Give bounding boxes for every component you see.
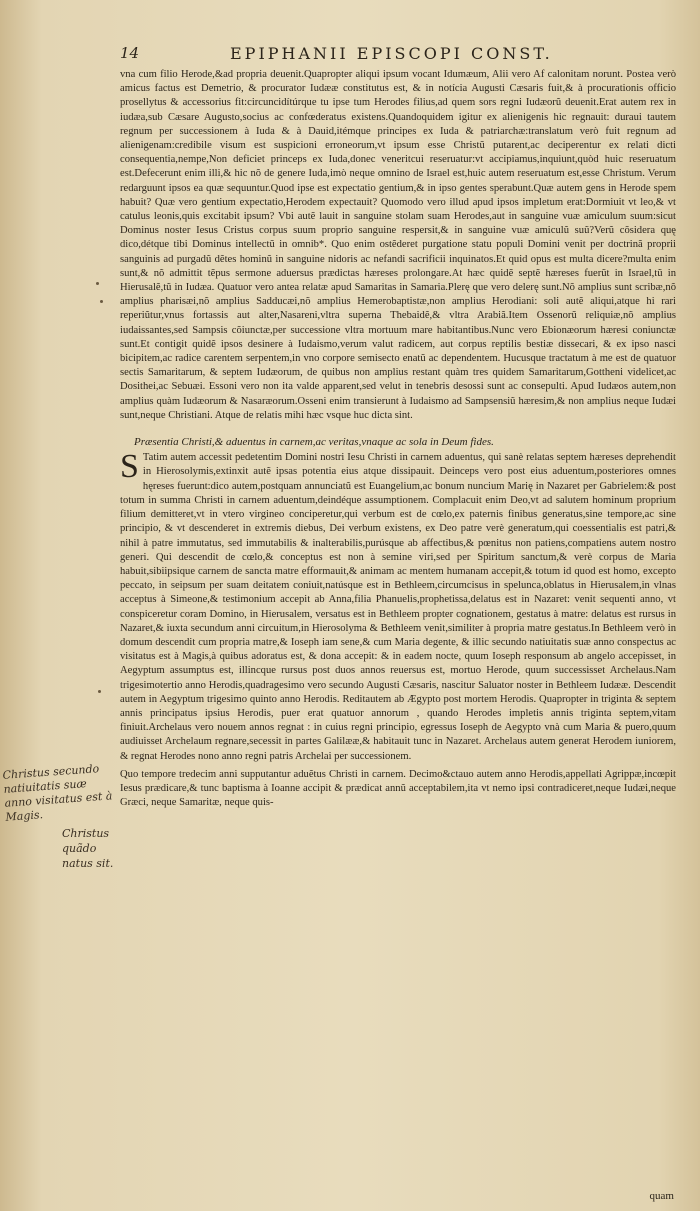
ink-mark: [98, 690, 101, 693]
catchword: quam: [649, 1190, 674, 1202]
paragraph-closing: Quo tempore tredecim anni supputantur aduẽtus Christi in carnem. Decimo&ctauo autem anno Herodis,appellati Agrippæ,incœpit Iesus prædicare,& tunc baptisma à Ioanne accipit & prædicat annũ acceptabilem,ita vt nemo ipsi contradiceret,neque Iudæi,neque Græci, neque Samaritæ, neque quis-: [120, 768, 676, 809]
page-number: 14: [120, 44, 140, 62]
paragraph-herod: vna cum filio Herode,&ad propria deuenit.Quapropter aliqui ipsum vocant Idumæum, Alii vero Af calonitam norunt. Postea verò amicus factus est Demetrio, & procurator Iudææ constitutus est, & in notícia Augusti Cæsaris fuit,& à procurationis officio prosellytus & accessorius fit:circuncidítúrque tu ipse tum Herodes filius,ad quem sors regni Iudæorũ deuenit.Erat autem rex in iudæa,sub Cæsare Augusto,socius ac confœderatus existens.Quandoquidem igitur ex alienigenis hic regnauit: duraui tautem regnum per successionem à Iuda & à Dauid,itémque principes ex Iuda & patriarchæ:translatum verò fuit regnum ad alienigenam:credibile visum est suspicioni erroneorum,vt ipsum esse Christũ putarent,ac deciperentur ex relati dicti consequentia,nempe,Non deficiet princeps ex Iuda,donec veneritcui reseruatur:vt accipiamus,inquiunt,quòd huic reseruatum est.Defecerunt enim illi,& hic nõ de genere Iuda,imò neque omnino de Israel est,huic autem reseruatum est,esse Christum. Verum redarguunt ipsos ea quæ sequuntur.Quod ipse est expectatio gentium,& in ipso gentes sperabunt.Quæ autem gens in Herode spem habuit? Quæ vero gentium expectatio,Herodem expectauit? Quomodo vero illud apud ipsos impletum erat:Dormiuit vt leo,& vt catulus leonis,quis excitabit ipsum? Vbi autẽ lauit in sanguine stolam suam Herodes,aut in sanguine vuæ amiculum suum:sicut Dominus noster Iesus Cristus corpus suum proprio sanguine respersit,& in sanguine vuæ amiculũ suũ?Verũ cõsidera quę dico,détque tibi Dominus intellectũ in omnib*. Quo enim ostẽderet purgatione statu populi Domini venit per doctrinã proprii sanguinis ad purgadũ dẽtes hominũ in sanguine nidoris ac nefandi sacrificii inquinatos.Et quid opus est multa dicere?multa enim sunt,& nõ admittit tẽpus sermone aduersus prædictas hæreses prolongare.At hæc quidẽ septẽ hæreses fuerũt in Israel,tũ in Hierusalẽ,tũ in Iudæa. Quatuor vero antea relatæ apud Samaritas in Samaria.Plerę que vero delerę sunt.Nõ amplius sunt scribæ,nõ amplius pharisæi,nõ amplius Sadducæi,nõ amplius Hemerobaptistæ,non amplius Herodiani: soli autẽ aliqui,atque hi rari reperiũtur,vnus fortassis aut alter,Nasareni,vltra superna Thebaidẽ,& vltra Arabiã.Item Ossenorũ reliquiæ,nõ amplius iudaissantes,sed Sampsis cõiunctæ,per successione vltra mortuum mare habitantibus.Nunc vero Ebionæorum hæresi coniunctæ sunt.Et contigit quidẽ ipsos desinere à Iudaismo,verum valut radicem, aut corpus reptilis bestiæ dissecari, & ex ipso nasci bicipitem,ac radice carentem serpentem,in vno corpore semisecto enatũ ac dependentem. Hucusque tractatum à me est de quatuor sectis Samaritarum, & septem Iudæorum, de quibus non amplius restant quàm tres quidem Samaritarum,Gottheni videlicet,ac Dosithei,ac Sebuæi. Essoni vero non ita valde apparent,sed velut in tenebris desossi sunt ac consepulti. Apud Iudæos autem,non amplius quàm Iudæorum & Nasaræorum.Osseni enim transierunt à Iudaismo ad Sampsensiũ hæresim,& non amplius neque Iudæi sunt,neque Christiani. Atque de relatis mihi hæc vsque huc dicta sint.: [120, 69, 676, 421]
printed-margin-note: Christus quãdo natus sit.: [62, 827, 114, 870]
handwritten-margin-note: Christus secundo natiuitatis suæ anno visitatus est à Magis.: [2, 762, 113, 824]
ink-mark: [100, 300, 103, 303]
section-heading: Præsentia Christi,& aduentus in carnem,ac veritas,vnaque ac sola in Deum fides.: [134, 436, 494, 449]
page-header: [120, 44, 680, 68]
running-title: EPIPHANII EPISCOPI CONST.: [230, 44, 553, 63]
ink-mark: [96, 282, 99, 285]
main-text-column: [120, 68, 676, 814]
drop-cap: S: [120, 448, 139, 486]
section-text: Tatim autem accessit pedetentim Domini nostri Iesu Christi in carnem aduentus, qui sanè relatas septem hæreses deprehendit in Hierosolymis,extinxit autẽ ipsas potentia eius atque dissipauit. Deinceps vero post eius aduentum,posteriores omnes hęreses fuerunt:dico autem,postquam annunciatũ est Euangelium,ac bonum nuncium Marię in Nazaret per Gabrielem:& post totum in summa Christi in carnem aduentum,deindéque assumptionem. Complacuit enim Deo,vt ad salutem hominum proprium filium demitteret,vt in vtero virgineo conciperetur,qui verbum est de cœlo,ex paternis finibus generatus,sine tempore,ac sine principio, & vt descenderet in extremis diebus, Dei verbum existens, ex Deo patre verè generatum,qui coessentialis est patri,& nihil à patre immutatus, sed immutabilis & inalterabilis,purúsque ab affectibus,& pœnitus non patiens,compatiens autem nostro generi. Qui descendit de cœlo,& conceptus est non à semine viri,sed per Spiritum sanctum,& verè corpus de Maria habuit,sibiipsique carnem de sancta matre efformauit,& animam ac mentem humanam accepit,& totum id quod est homo, excepto peccato, in seipsum per suam deitatem coniuit,natúsque est in Bethleem,circumcisus in spelunca,oblatus in Hierusalem,in vlnas acceptus à Simeone,& testimonium accepit ab Anna,filia Phanuelis,prophetissa,delatus est in Nazaret: venit sequenti anno, vt conspiceretur coram Domino, in Hierusalem, versatus est in Bethleem propter cognationem, gestatus à matre: delatus est rursus in Nazaret,& iuxta secundum anni circuitum,in Hierosolyma & Bethleem venit,similiter à propria matre gestatus.In Bethleem verò in domum descendit cum propria matre,& Ioseph iam sene,& cum Maria degente, & illic secundo natiuitatis suæ anno conspectus ac visitatus est à Magis,à quibus adoratus est, & dona accepit: & in eadem nocte, quum Ioseph responsum ab angelo accepisset, in Aegyptum assumptus est, illincque rursus post duos annos reuersus est, mortuo Herode, quum successisset Archelaus.Nam trigesimotertio anno Herodis,quadragesimo vero secundo Augusti Cæsaris, nascitur Saluator noster in Bethleem Iudææ. Descendit autem in Aegyptum trigesimo quinto anno Herodis. Reditautem ab Ægypto post mortem Herodis. Quapropter in triginta & septem annis principatus ipsius Herodis, puer erat quatuor annorum , quando Herodes impletis annis triginta septem,vitam finiuit.Archelaus vero nouem annos regnat : in cuius regni principio, egressus Ioseph de Aegypto vnà cum Maria & puero,quum audiuisset Archelaum regnare,secessit in partes Galilææ,& habitauit tunc in Nazaret. Archelaus autem generat Herodem iuniorem, & regnat Herodes nono anno regni patris Archelai per successionem.: [120, 452, 676, 762]
paragraph-christ-advent: [120, 448, 676, 763]
